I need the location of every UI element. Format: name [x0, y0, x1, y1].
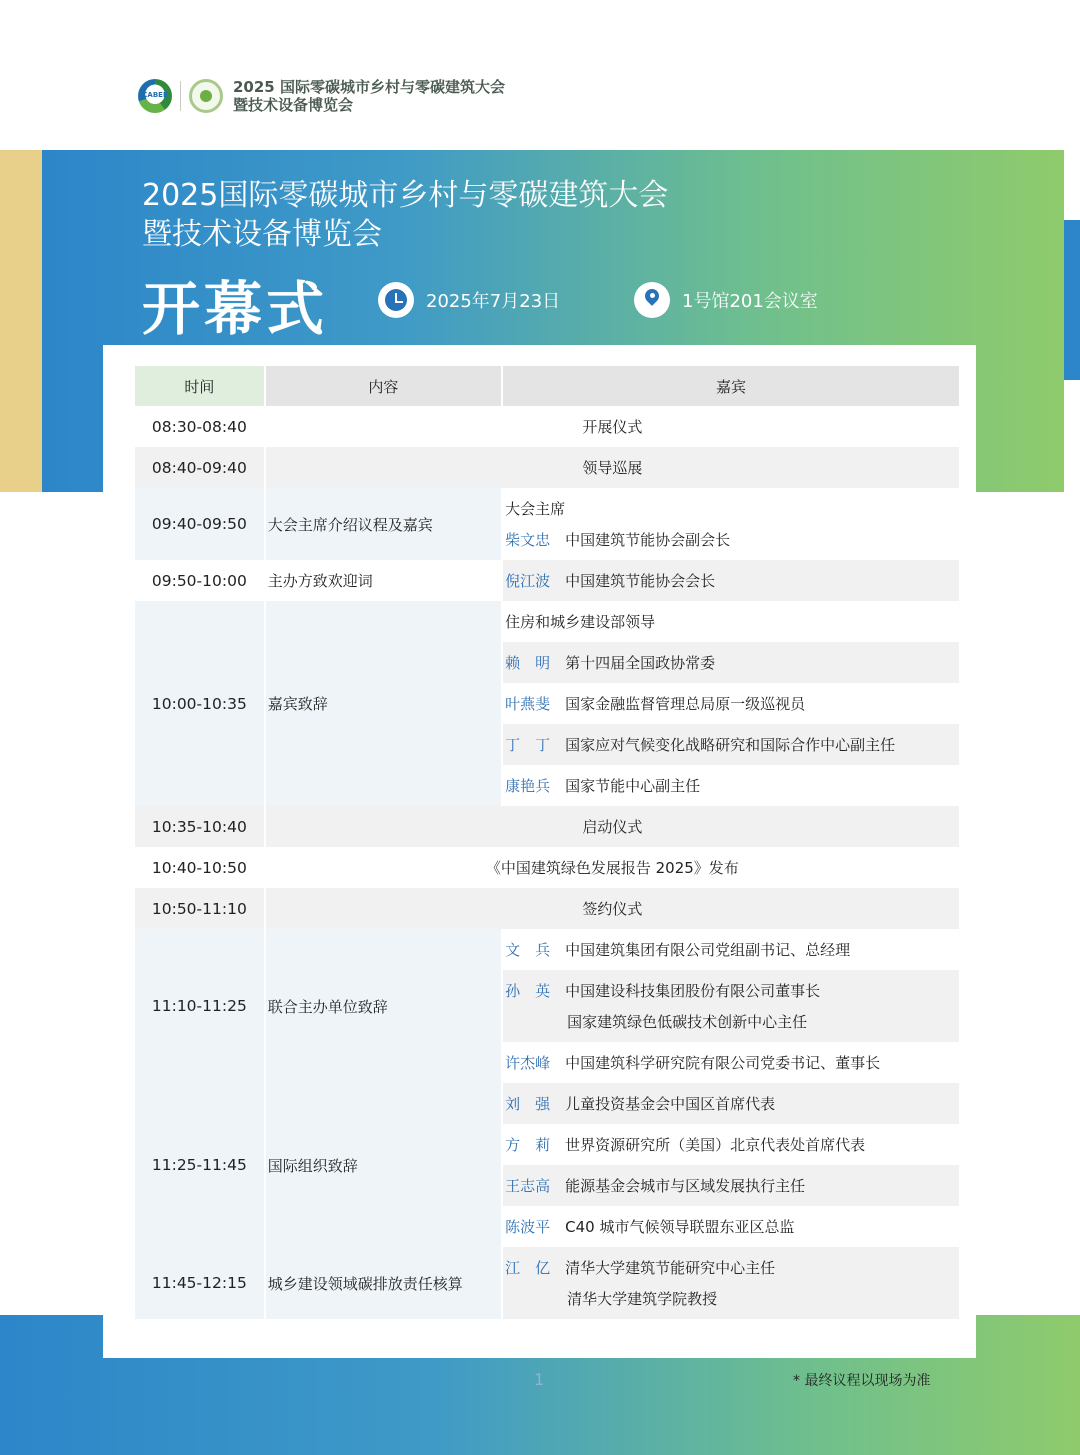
guest-list: [503, 488, 959, 560]
guest-item: [503, 765, 959, 806]
guest-title: 中国建筑节能协会会长: [565, 572, 716, 590]
guest-item: [503, 970, 959, 1042]
agenda-table: [135, 366, 959, 1319]
decor-tan-strip: [0, 150, 42, 492]
guest-title: C40 城市气候领导联盟东亚区总监: [565, 1218, 795, 1236]
guest-title: 中国建筑科学研究院有限公司党委书记、董事长: [565, 1054, 881, 1072]
guest-name: 赖 明: [505, 654, 551, 672]
guest-name: 方 莉: [505, 1136, 551, 1154]
guest-item: [503, 929, 959, 970]
header-title-line2: 暨技术设备博览会: [233, 96, 354, 114]
row-time: 10:40-10:50: [135, 847, 264, 888]
guest-item: [503, 1247, 959, 1319]
table-row: [135, 447, 959, 488]
row-merged-content: 开展仪式: [266, 406, 959, 447]
header-guest: 嘉宾: [503, 366, 959, 406]
guest-name: 刘 强: [505, 1095, 551, 1113]
row-time: 10:00-10:35: [135, 601, 264, 806]
table-row: [135, 560, 959, 601]
guest-name: 柴文忠: [505, 531, 551, 549]
row-time: 10:35-10:40: [135, 806, 264, 847]
guest-item: [503, 724, 959, 765]
guest-name: 倪江波: [505, 572, 551, 590]
guest-title: 国家金融监督管理总局原一级巡视员: [565, 695, 806, 713]
cabee-logo: CABEE: [138, 79, 172, 113]
guest-title-2: 清华大学建筑学院教授: [567, 1290, 718, 1308]
header-content: 内容: [266, 366, 501, 406]
row-merged-content: 签约仪式: [266, 888, 959, 929]
table-row: [135, 601, 959, 806]
event-date-text: 2025年7月23日: [426, 291, 561, 312]
guest-item: [503, 1083, 959, 1124]
footnote: * 最终议程以现场为准: [793, 1373, 931, 1389]
row-time: 09:50-10:00: [135, 560, 264, 601]
guest-item: [503, 560, 959, 601]
guest-item: [503, 1206, 959, 1247]
guest-name: 康艳兵: [505, 777, 551, 795]
table-row: [135, 806, 959, 847]
row-time: 08:30-08:40: [135, 406, 264, 447]
row-time: 08:40-09:40: [135, 447, 264, 488]
row-time: 10:50-11:10: [135, 888, 264, 929]
table-row: [135, 847, 959, 888]
row-content: 主办方致欢迎词: [266, 560, 501, 601]
row-merged-content: 启动仪式: [266, 806, 959, 847]
guest-title: 国家应对气候变化战略研究和国际合作中心副主任: [565, 736, 896, 754]
event-date: [378, 282, 560, 318]
guest-title: 世界资源研究所（美国）北京代表处首席代表: [565, 1136, 866, 1154]
guest-name: 江 亿: [505, 1259, 551, 1277]
guest-item: [503, 1165, 959, 1206]
event-location: [634, 282, 818, 318]
guest-title-2: 国家建筑绿色低碳技术创新中心主任: [567, 1013, 808, 1031]
event-name: 开幕式: [142, 275, 329, 343]
row-time: 11:10-11:25: [135, 929, 264, 1083]
row-merged-content: 领导巡展: [266, 447, 959, 488]
guest-title: 能源基金会城市与区域发展执行主任: [565, 1177, 806, 1195]
conference-seal-logo: [189, 79, 223, 113]
guest-title: 中国建设科技集团股份有限公司董事长: [565, 982, 821, 1000]
guest-list: [503, 560, 959, 601]
table-row: [135, 888, 959, 929]
row-content: 联合主办单位致辞: [266, 929, 501, 1083]
table-header: [135, 366, 959, 406]
row-content: 大会主席介绍议程及嘉宾: [266, 488, 501, 560]
guest-title: 第十四届全国政协常委: [565, 654, 716, 672]
guest-item: [503, 642, 959, 683]
guest-item: 大会主席 柴文忠 中国建筑节能协会副会长: [503, 488, 959, 560]
table-row: [135, 929, 959, 1083]
organizer-header: [138, 74, 505, 118]
guest-title: 中国建筑节能协会副会长: [565, 531, 731, 549]
guest-title: 清华大学建筑节能研究中心主任: [565, 1259, 776, 1277]
row-time: 11:45-12:15: [135, 1247, 264, 1319]
guest-list: [503, 1083, 959, 1247]
guest-name: 王志高: [505, 1177, 551, 1195]
guest-item: [503, 1042, 959, 1083]
row-time: 09:40-09:50: [135, 488, 264, 560]
guest-name: 丁 丁: [505, 736, 551, 754]
row-content: 国际组织致辞: [266, 1083, 501, 1247]
guest-title: 中国建筑集团有限公司党组副书记、总经理: [565, 941, 851, 959]
row-content: 嘉宾致辞: [266, 601, 501, 806]
guest-title: 儿童投资基金会中国区首席代表: [565, 1095, 776, 1113]
guest-list: [503, 929, 959, 1083]
guest-name: 叶燕斐: [505, 695, 551, 713]
table-row: [135, 406, 959, 447]
guest-item: 住房和城乡建设部领导: [503, 601, 959, 642]
guest-name: 文 兵: [505, 941, 551, 959]
table-row: [135, 1083, 959, 1247]
clock-icon: [378, 282, 414, 318]
page-number: 1: [534, 1370, 545, 1389]
decor-blue-strip: [1064, 220, 1080, 380]
header-time: 时间: [135, 366, 264, 406]
guest-name: 孙 英: [505, 982, 551, 1000]
guest-title: 国家节能中心副主任: [565, 777, 701, 795]
guest-list: [503, 601, 959, 806]
row-time: 11:25-11:45: [135, 1083, 264, 1247]
location-pin-icon: [634, 282, 670, 318]
table-row: [135, 1247, 959, 1319]
banner-title: 2025国际零碳城市乡村与零碳建筑大会 暨技术设备博览会: [142, 178, 669, 252]
table-row: [135, 488, 959, 560]
guest-list: [503, 1247, 959, 1319]
row-merged-content: 《中国建筑绿色发展报告 2025》发布: [266, 847, 959, 888]
header-title: [233, 78, 505, 114]
guest-name: 陈波平: [505, 1218, 551, 1236]
row-content: 城乡建设领域碳排放责任核算: [266, 1247, 501, 1319]
guest-item: [503, 683, 959, 724]
guest-item: [503, 1124, 959, 1165]
logo-divider: [180, 81, 181, 111]
header-title-line1: 2025 国际零碳城市乡村与零碳建筑大会: [233, 78, 505, 96]
guest-name: 许杰峰: [505, 1054, 551, 1072]
event-location-text: 1号馆201会议室: [682, 291, 818, 312]
